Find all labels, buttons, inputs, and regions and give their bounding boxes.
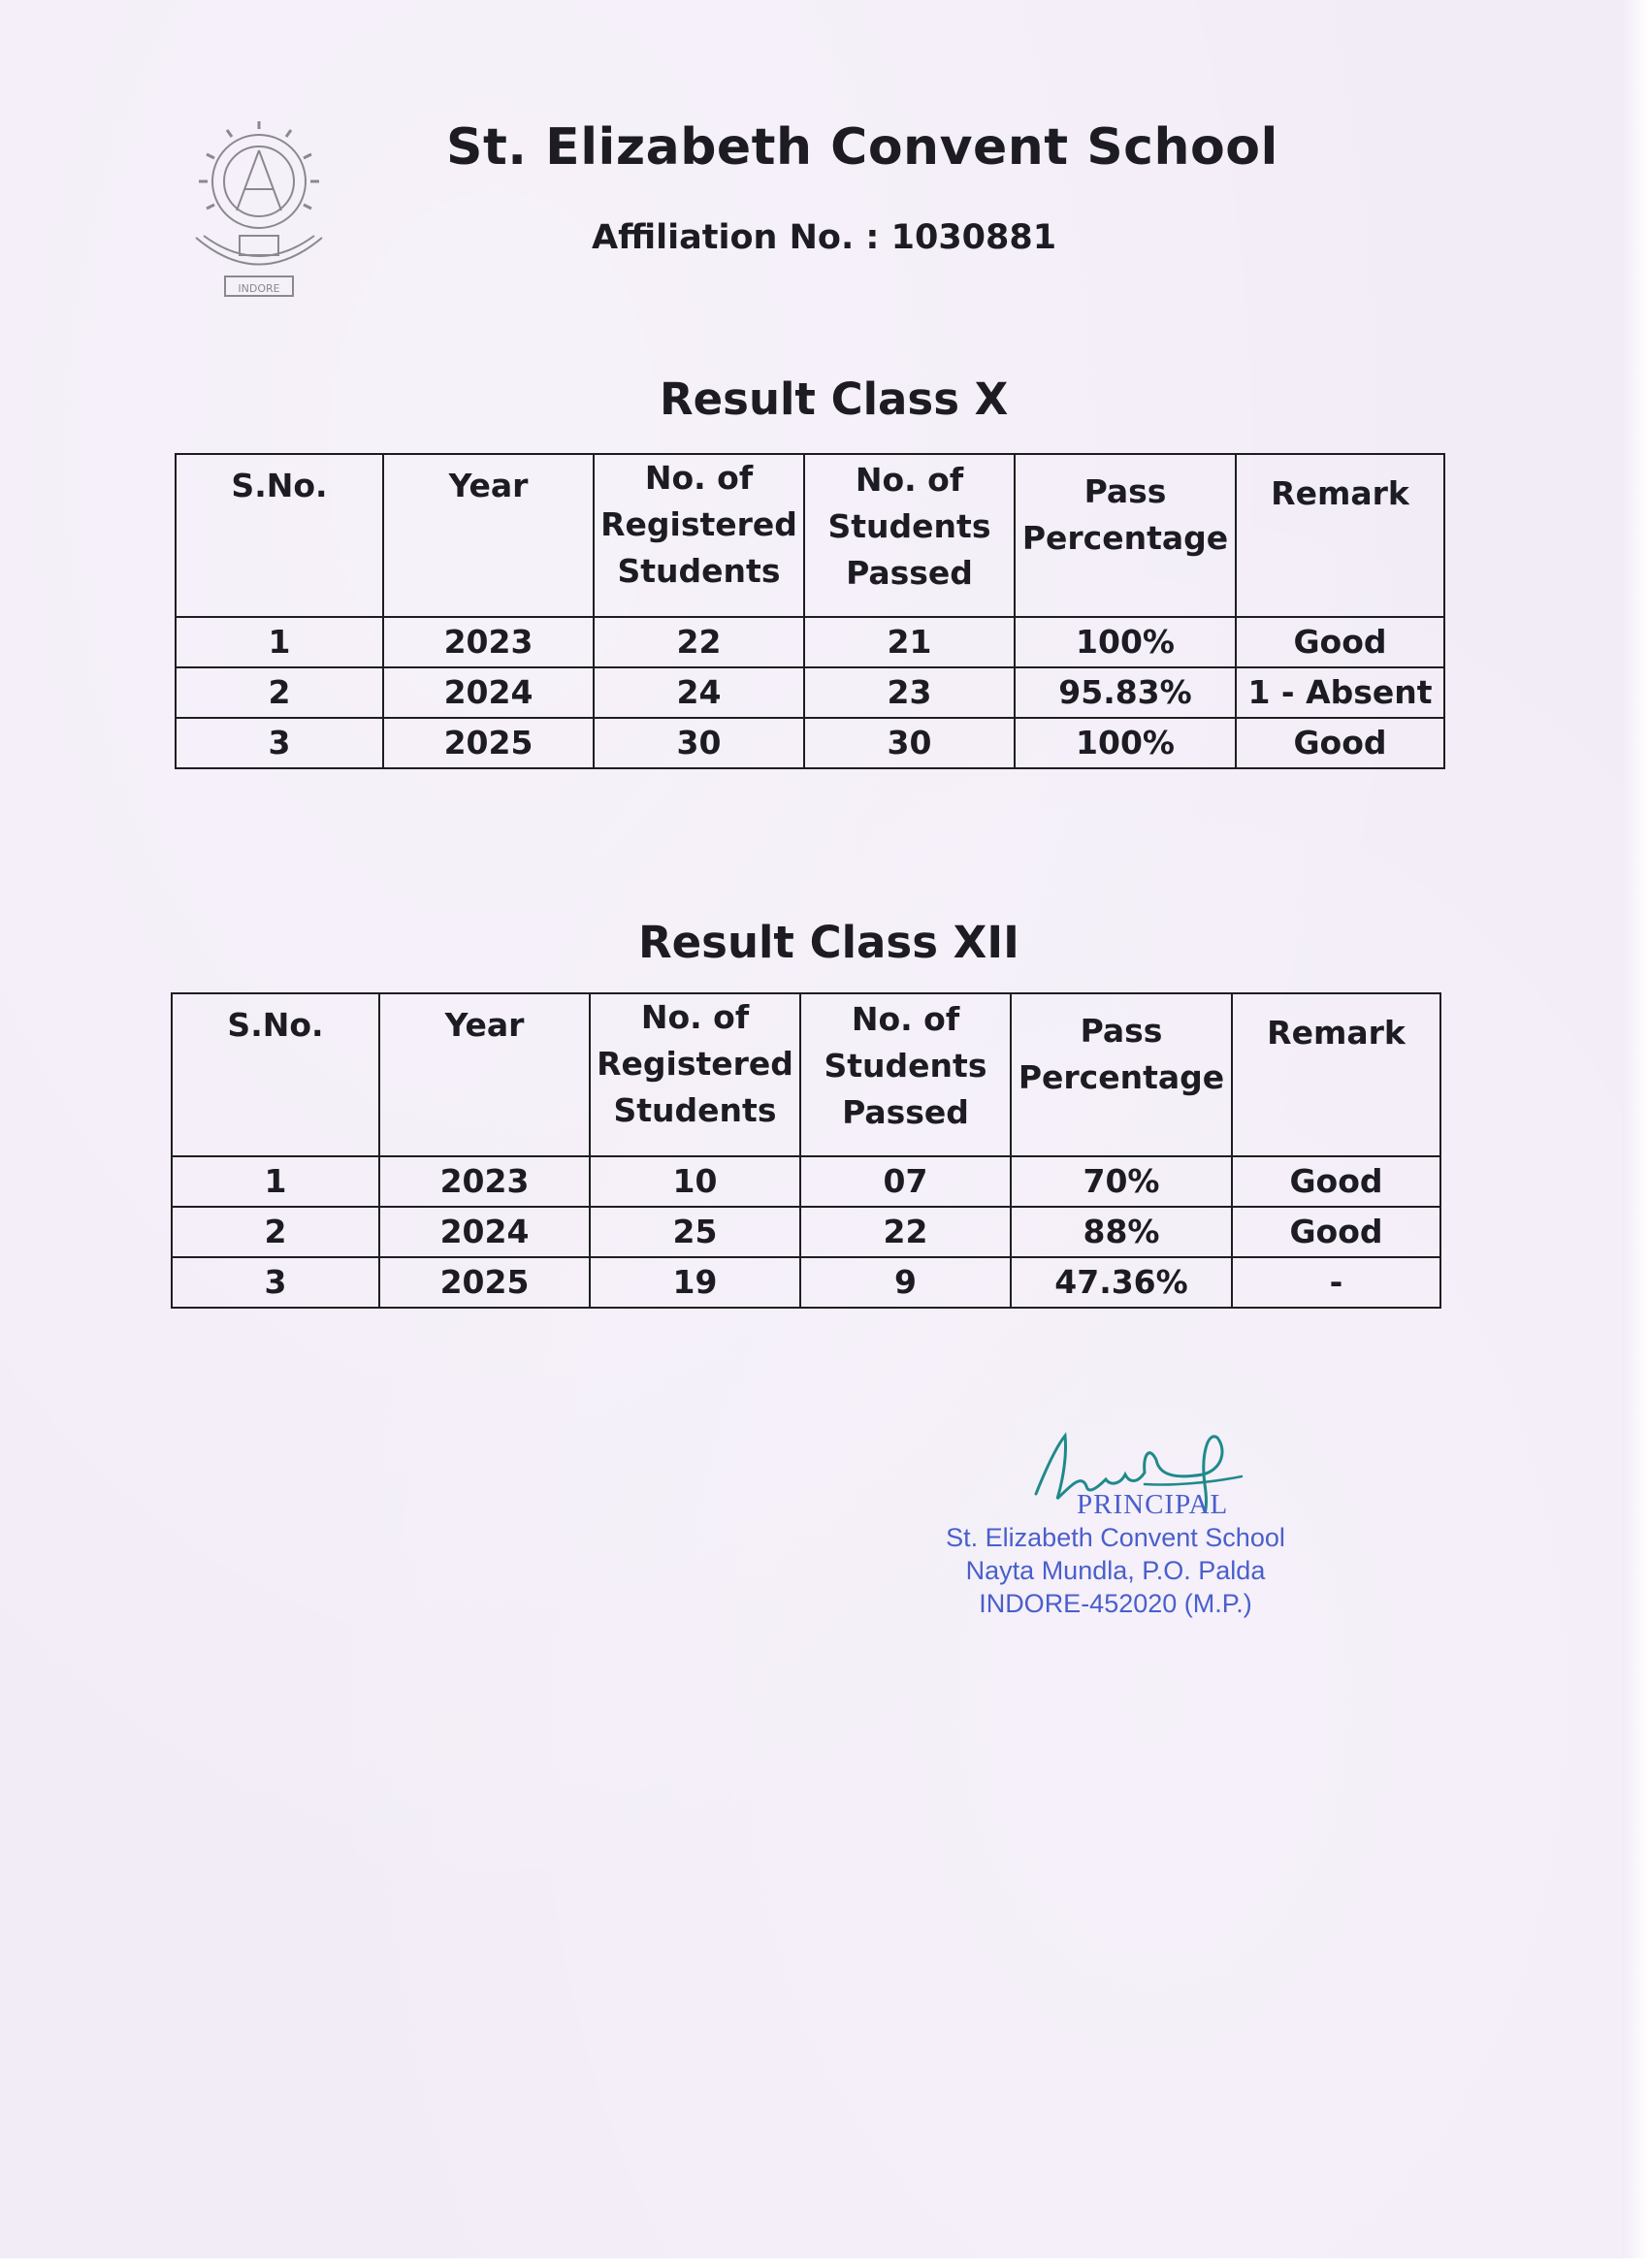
cell-registered: 24 (594, 667, 804, 718)
page-edge (0, 2258, 1649, 2268)
class-x-title: Result Class X (660, 373, 1009, 425)
cell-sno: 2 (176, 667, 383, 718)
cell-percentage: 100% (1015, 718, 1236, 768)
cell-year: 2025 (379, 1257, 590, 1308)
header-remark: Remark (1236, 454, 1444, 617)
header-passed: No. of Students Passed (800, 993, 1011, 1156)
cell-sno: 1 (176, 617, 383, 667)
cell-registered: 19 (590, 1257, 800, 1308)
cell-registered: 22 (594, 617, 804, 667)
cell-year: 2024 (383, 667, 594, 718)
cell-passed: 07 (800, 1156, 1011, 1207)
table-row (172, 1207, 1440, 1257)
table-row (176, 617, 1444, 667)
header-percentage: Pass Percentage (1015, 454, 1236, 617)
header-registered: No. of Registered Students (594, 454, 804, 617)
header-registered: No. of Registered Students (590, 993, 800, 1156)
cell-registered: 25 (590, 1207, 800, 1257)
cell-year: 2023 (383, 617, 594, 667)
header-percentage: Pass Percentage (1011, 993, 1232, 1156)
cell-passed: 22 (800, 1207, 1011, 1257)
cell-passed: 9 (800, 1257, 1011, 1308)
principal-seal (873, 1489, 1358, 1620)
cell-registered: 30 (594, 718, 804, 768)
header-remark: Remark (1232, 993, 1440, 1156)
table-row (172, 1156, 1440, 1207)
seal-city-line: INDORE-452020 (M.P.) (979, 1589, 1252, 1618)
cell-year: 2024 (379, 1207, 590, 1257)
cell-passed: 30 (804, 718, 1015, 768)
cell-remark: 1 - Absent (1236, 667, 1444, 718)
cell-year: 2023 (379, 1156, 590, 1207)
cell-sno: 3 (176, 718, 383, 768)
seal-address-line: Nayta Mundla, P.O. Palda (965, 1556, 1266, 1585)
table-row (176, 667, 1444, 718)
cell-passed: 21 (804, 617, 1015, 667)
cell-percentage: 70% (1011, 1156, 1232, 1207)
header-sno: S.No. (176, 454, 383, 617)
cell-year: 2025 (383, 718, 594, 768)
cell-remark: Good (1236, 718, 1444, 768)
cell-remark: Good (1232, 1156, 1440, 1207)
cell-sno: 2 (172, 1207, 379, 1257)
cell-registered: 10 (590, 1156, 800, 1207)
cell-percentage: 88% (1011, 1207, 1232, 1257)
school-logo-icon (186, 121, 332, 310)
class-xii-results-table (171, 992, 1441, 1309)
cell-percentage: 47.36% (1011, 1257, 1232, 1308)
table-row (172, 1257, 1440, 1308)
cell-remark: - (1232, 1257, 1440, 1308)
class-x-results-table (175, 453, 1445, 769)
school-name: St. Elizabeth Convent School (446, 118, 1278, 177)
class-xii-title: Result Class XII (638, 917, 1019, 968)
header-sno: S.No. (172, 993, 379, 1156)
cell-sno: 1 (172, 1156, 379, 1207)
table-header-row (176, 454, 1444, 617)
seal-school-name: St. Elizabeth Convent School (946, 1523, 1285, 1552)
header-passed: No. of Students Passed (804, 454, 1015, 617)
cell-remark: Good (1232, 1207, 1440, 1257)
svg-text:INDORE: INDORE (238, 282, 280, 295)
table-header-row (172, 993, 1440, 1156)
cell-percentage: 100% (1015, 617, 1236, 667)
cell-remark: Good (1236, 617, 1444, 667)
table-row (176, 718, 1444, 768)
cell-percentage: 95.83% (1015, 667, 1236, 718)
header-year: Year (379, 993, 590, 1156)
page-edge (1622, 0, 1649, 2268)
header-year: Year (383, 454, 594, 617)
cell-passed: 23 (804, 667, 1015, 718)
cell-sno: 3 (172, 1257, 379, 1308)
affiliation-number: Affiliation No. : 1030881 (592, 218, 1057, 257)
seal-title: PRINCIPAL (1077, 1489, 1229, 1520)
